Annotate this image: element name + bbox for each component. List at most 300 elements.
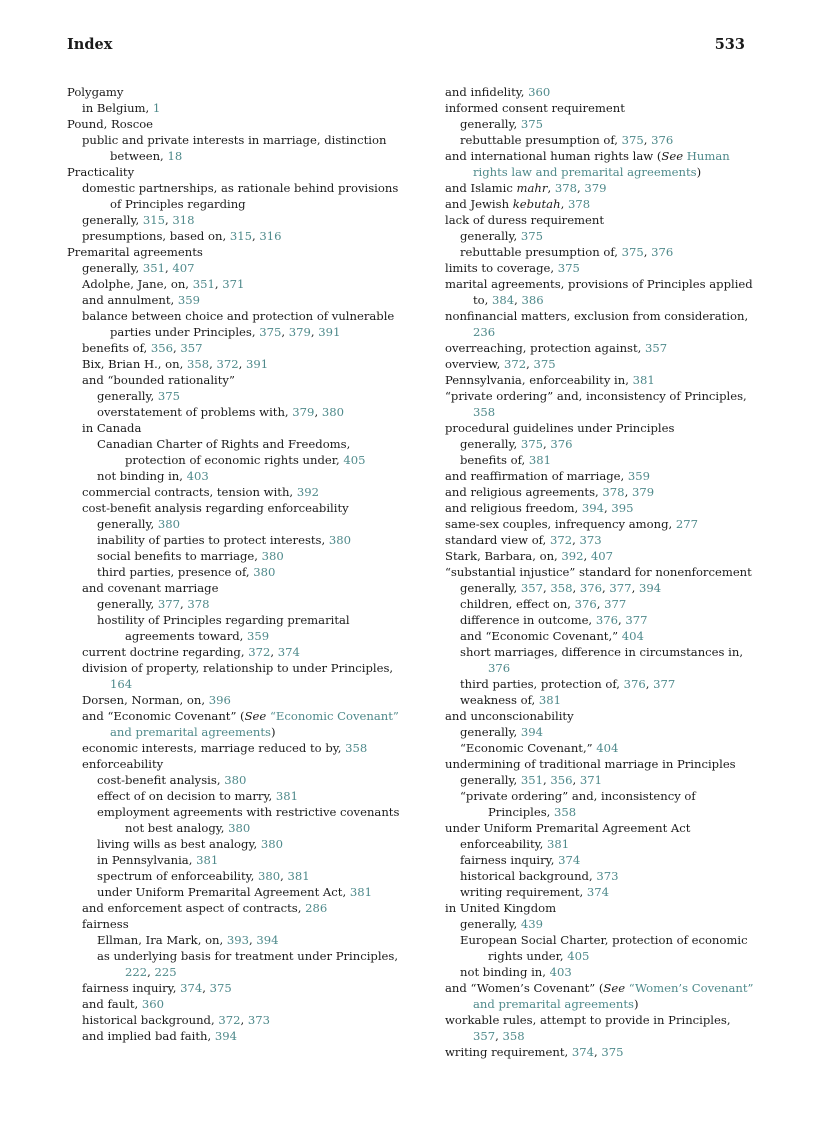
index-column-right xyxy=(430,84,760,1060)
entry-text: , xyxy=(240,1013,248,1027)
entry-text: current doctrine regarding, xyxy=(82,645,249,659)
page-reference-link[interactable]: 381 xyxy=(528,453,552,467)
entry-text: limits to coverage, xyxy=(445,261,558,275)
page-reference-link[interactable]: 375 xyxy=(520,117,544,131)
page-reference-link[interactable]: 380 xyxy=(157,517,181,531)
page-reference-link[interactable]: 315 xyxy=(229,229,253,243)
index-entry xyxy=(430,196,760,212)
page-reference-link[interactable]: 356 xyxy=(550,773,573,787)
page-reference-link[interactable]: 236 xyxy=(473,325,496,339)
entry-text: in Pennsylvania, xyxy=(97,853,197,867)
entry-text: procedural guidelines under Principles xyxy=(445,421,675,435)
index-entry-text xyxy=(67,772,407,788)
page-reference-link[interactable]: 376 xyxy=(623,677,646,691)
index-entry-text xyxy=(430,100,760,116)
page-reference-link[interactable]: 407 xyxy=(172,261,195,275)
entry-text: , xyxy=(209,357,217,371)
entry-text: Practicality xyxy=(67,165,135,179)
index-entry-text xyxy=(67,948,407,980)
index-entry-text xyxy=(67,100,407,116)
index-entry xyxy=(67,420,407,436)
entry-text: hostility of Principles regarding premarital agreements toward, xyxy=(97,613,350,643)
index-entry-text xyxy=(67,644,407,660)
index-entry-text xyxy=(430,788,760,820)
index-entry-text xyxy=(67,660,407,692)
page-reference-link[interactable]: 374 xyxy=(277,645,300,659)
page-reference-link[interactable]: 358 xyxy=(502,1029,525,1043)
page-reference-link[interactable]: 376 xyxy=(488,661,511,675)
entry-text: generally, xyxy=(82,261,143,275)
index-entry xyxy=(430,468,760,484)
page-reference-link[interactable]: 316 xyxy=(259,229,282,243)
entry-text: historical background, xyxy=(460,869,597,883)
page-reference-link[interactable]: 396 xyxy=(208,693,231,707)
entry-text: generally, xyxy=(460,437,521,451)
entry-text: enforceability, xyxy=(460,837,547,851)
index-entry xyxy=(430,724,760,740)
entry-text: “Economic Covenant,” xyxy=(460,741,597,755)
page-number: 533 xyxy=(714,36,745,53)
entry-text: , xyxy=(147,965,155,979)
index-entry xyxy=(430,708,760,724)
entry-text: Adolphe, Jane, on, xyxy=(82,277,193,291)
index-entry-text xyxy=(430,548,760,564)
page-reference-link[interactable]: 381 xyxy=(275,789,298,803)
entry-text: spectrum of enforceability, xyxy=(97,869,259,883)
page-reference-link[interactable]: 357 xyxy=(520,581,544,595)
page-reference-link[interactable]: 375 xyxy=(259,325,282,339)
entry-text: “substantial injustice” standard for nonenforcement xyxy=(445,565,752,579)
index-entry-text xyxy=(430,244,760,260)
index-entry-text xyxy=(430,212,760,228)
page-reference-link[interactable]: 286 xyxy=(305,901,328,915)
page-reference-link[interactable]: 373 xyxy=(247,1013,270,1027)
entry-text: enforceability xyxy=(82,757,164,771)
entry-text: workable rules, attempt to provide in Principles, xyxy=(445,1013,731,1027)
index-entry xyxy=(67,484,407,500)
entry-text: nonfinancial matters, exclusion from consideration, xyxy=(445,309,749,323)
index-entry xyxy=(430,900,760,916)
index-entry-text xyxy=(67,884,407,900)
page-reference-link[interactable]: 380 xyxy=(260,837,283,851)
index-entry-text xyxy=(430,340,760,356)
index-entry-text xyxy=(67,244,407,260)
page-reference-link[interactable]: 380 xyxy=(328,533,352,547)
entry-text: domestic partnerships, as rationale behind provisions of Principles regarding xyxy=(82,181,399,211)
page-reference-link[interactable]: 377 xyxy=(625,613,648,627)
page-reference-link[interactable]: 372 xyxy=(503,357,527,371)
entry-text: , xyxy=(624,485,632,499)
page-reference-link[interactable]: 18 xyxy=(167,149,183,163)
index-entry-text xyxy=(67,532,407,548)
page-reference-link[interactable]: 394 xyxy=(520,725,544,739)
index-entry-text xyxy=(430,644,760,676)
page-reference-link[interactable]: 381 xyxy=(196,853,219,867)
page-reference-link[interactable]: 380 xyxy=(228,821,251,835)
page-reference-link[interactable]: 318 xyxy=(172,213,195,227)
index-entry xyxy=(430,100,760,116)
index-entry xyxy=(67,596,407,612)
index-entry xyxy=(67,372,407,388)
entry-text: under Uniform Premarital Agreement Act, xyxy=(97,885,350,899)
entry-text: rebuttable presumption of, xyxy=(460,133,622,147)
page-reference-link[interactable]: 403 xyxy=(549,965,572,979)
index-entry-text xyxy=(67,180,407,212)
page-reference-link[interactable]: 375 xyxy=(601,1045,624,1059)
page-reference-link[interactable]: Human rights law and premarital agreements xyxy=(473,149,730,179)
index-entry-text xyxy=(67,932,407,948)
page-reference-link[interactable]: 377 xyxy=(609,581,632,595)
page-reference-link[interactable]: 380 xyxy=(321,405,344,419)
page-reference-link[interactable]: 380 xyxy=(224,773,247,787)
entry-text: , xyxy=(643,245,652,259)
index-entry-text xyxy=(430,740,760,756)
page-reference-link[interactable]: 403 xyxy=(186,469,209,483)
page-reference-link[interactable]: 378 xyxy=(554,181,577,195)
page-reference-link[interactable]: 379 xyxy=(631,485,655,499)
index-entry xyxy=(430,276,760,308)
entry-text: , xyxy=(572,773,580,787)
index-entry xyxy=(67,212,407,228)
index-entry xyxy=(430,548,760,564)
page-reference-link[interactable]: 439 xyxy=(520,917,544,931)
entry-text: , xyxy=(631,581,639,595)
entry-text: Polygamy xyxy=(67,85,124,99)
entry-text: , xyxy=(572,581,580,595)
entry-text: , xyxy=(180,597,188,611)
page-reference-link[interactable]: 225 xyxy=(154,965,177,979)
page-reference-link[interactable]: 375 xyxy=(621,133,644,147)
entry-text: not binding in, xyxy=(97,469,187,483)
index-entry-text xyxy=(430,820,760,836)
index-entry xyxy=(67,772,407,788)
index-entry-text xyxy=(67,1028,407,1044)
index-entry xyxy=(430,388,760,420)
index-entry xyxy=(430,1012,760,1044)
index-entry-text xyxy=(67,292,407,308)
page-reference-link[interactable]: 394 xyxy=(214,1029,237,1043)
entry-text: as underlying basis for treatment under Principles, xyxy=(97,949,399,963)
entry-text: generally, xyxy=(460,117,521,131)
index-entry xyxy=(430,308,760,340)
page-reference-link[interactable]: 374 xyxy=(558,853,581,867)
page-reference-link[interactable]: 374 xyxy=(571,1045,595,1059)
index-entry-text xyxy=(430,868,760,884)
page-reference-link[interactable]: 374 xyxy=(586,885,610,899)
page-reference-link[interactable]: 164 xyxy=(110,677,133,691)
page-reference-link[interactable]: 404 xyxy=(596,741,619,755)
entry-text: effect of on decision to marry, xyxy=(97,789,276,803)
entry-text: in Belgium, xyxy=(82,101,153,115)
page-reference-link[interactable]: 405 xyxy=(343,453,366,467)
index-entry-text xyxy=(67,84,407,100)
entry-text: Bix, Brian H., on, xyxy=(82,357,187,371)
entry-text: public and private interests in marriage, distinction between, xyxy=(82,133,387,163)
entry-text: , xyxy=(310,325,319,339)
index-entry xyxy=(430,772,760,788)
page-reference-link[interactable]: 374 xyxy=(180,981,203,995)
entry-text: , xyxy=(238,357,246,371)
page-reference-link[interactable]: 360 xyxy=(141,997,165,1011)
index-entry-text xyxy=(430,116,760,132)
entry-text: , xyxy=(645,677,654,691)
index-entry-text xyxy=(430,468,760,484)
page-reference-link[interactable]: 394 xyxy=(638,581,662,595)
page-reference-link[interactable]: 381 xyxy=(287,869,310,883)
page-reference-link[interactable]: 377 xyxy=(157,597,181,611)
page-reference-link[interactable]: 379 xyxy=(288,325,311,339)
page-reference-link[interactable]: 358 xyxy=(473,405,496,419)
page-reference-link[interactable]: 1 xyxy=(152,101,161,115)
page-reference-link[interactable]: 379 xyxy=(584,181,607,195)
italic-term: See xyxy=(661,149,684,163)
index-entry xyxy=(430,644,760,676)
page-reference-link[interactable]: 378 xyxy=(187,597,210,611)
page-reference-link[interactable]: 359 xyxy=(177,293,200,307)
entry-text: undermining of traditional marriage in Principles xyxy=(445,757,736,771)
index-entry-text xyxy=(67,484,407,500)
italic-term: See xyxy=(603,981,626,995)
index-entry xyxy=(430,692,760,708)
page-reference-link[interactable]: 360 xyxy=(528,85,551,99)
page-reference-link[interactable]: 315 xyxy=(142,213,166,227)
page-reference-link[interactable]: 371 xyxy=(579,773,603,787)
index-entry-text xyxy=(67,404,407,420)
page-reference-link[interactable]: 358 xyxy=(186,357,210,371)
index-entry xyxy=(67,788,407,804)
index-entry xyxy=(430,436,760,452)
index-entry xyxy=(67,228,407,244)
page-reference-link[interactable]: 393 xyxy=(226,933,250,947)
page-reference-link[interactable]: 359 xyxy=(627,469,651,483)
page-reference-link[interactable]: 375 xyxy=(621,245,644,259)
index-entry xyxy=(430,580,760,596)
index-entry-text xyxy=(67,500,407,516)
index-entry-text xyxy=(67,564,407,580)
index-entry xyxy=(67,292,407,308)
page-reference-link[interactable]: 381 xyxy=(349,885,372,899)
index-entry-text xyxy=(430,852,760,868)
index-entry-text xyxy=(430,388,760,420)
entry-text: Premarital agreements xyxy=(67,245,203,259)
page-reference-link[interactable]: 391 xyxy=(246,357,269,371)
page-reference-link[interactable]: 379 xyxy=(292,405,315,419)
index-entry xyxy=(67,644,407,660)
index-entry xyxy=(430,340,760,356)
index-entry xyxy=(430,372,760,388)
page-reference-link[interactable]: 372 xyxy=(549,533,573,547)
index-entry xyxy=(430,740,760,756)
page-reference-link[interactable]: 373 xyxy=(596,869,619,883)
page-reference-link[interactable]: 375 xyxy=(520,229,544,243)
page-reference-link[interactable]: 373 xyxy=(579,533,602,547)
index-entry-text xyxy=(430,916,760,932)
index-entry-text xyxy=(67,420,407,436)
entry-text: , xyxy=(583,549,591,563)
index-column-left xyxy=(67,84,407,1044)
index-entry xyxy=(67,756,407,772)
index-entry-text xyxy=(430,276,760,308)
entry-text: and reaffirmation of marriage, xyxy=(445,469,628,483)
page-reference-link[interactable]: “Women’s Covenant” and premarital agreements xyxy=(473,981,754,1011)
index-entry-text xyxy=(67,228,407,244)
index-entry-text xyxy=(430,772,760,788)
page-reference-link[interactable]: “Economic Covenant” and premarital agreements xyxy=(110,709,399,739)
page-reference-link[interactable]: 394 xyxy=(581,501,604,515)
entry-text: , xyxy=(643,133,652,147)
index-entry xyxy=(430,452,760,468)
page-reference-link[interactable]: 277 xyxy=(675,517,699,531)
page-reference-link[interactable]: 351 xyxy=(520,773,544,787)
page-reference-link[interactable]: 356 xyxy=(150,341,174,355)
page-reference-link[interactable]: 394 xyxy=(256,933,279,947)
page-reference-link[interactable]: 375 xyxy=(209,981,232,995)
page-reference-link[interactable]: 375 xyxy=(157,389,181,403)
entry-text: economic interests, marriage reduced to by, xyxy=(82,741,346,755)
index-entry-text xyxy=(430,676,760,692)
index-entry-text xyxy=(67,116,407,132)
index-entry xyxy=(67,100,407,116)
entry-text: third parties, protection of, xyxy=(460,677,624,691)
entry-text: benefits of, xyxy=(82,341,151,355)
index-entry-text xyxy=(67,516,407,532)
page-reference-link[interactable]: 222 xyxy=(125,965,148,979)
entry-text: social benefits to marriage, xyxy=(97,549,262,563)
page-reference-link[interactable]: 386 xyxy=(521,293,544,307)
index-entry-text xyxy=(67,996,407,1012)
entry-text: and enforcement aspect of contracts, xyxy=(82,901,306,915)
entry-text: , xyxy=(173,341,181,355)
entry-text: standard view of, xyxy=(445,533,550,547)
entry-text: Ellman, Ira Mark, on, xyxy=(97,933,227,947)
entry-text: and religious freedom, xyxy=(445,501,582,515)
page-reference-link[interactable]: 392 xyxy=(296,485,319,499)
entry-text: , xyxy=(202,981,210,995)
page-reference-link[interactable]: 404 xyxy=(621,629,644,643)
index-entry-text xyxy=(430,436,760,452)
entry-text: overview, xyxy=(445,357,504,371)
index-entry xyxy=(430,916,760,932)
page-reference-link[interactable]: 376 xyxy=(651,245,674,259)
page-reference-link[interactable]: 381 xyxy=(538,693,562,707)
entry-text: balance between choice and protection of vulnerable parties under Principles, xyxy=(82,309,395,339)
index-entry-text xyxy=(430,836,760,852)
index-entry-text xyxy=(430,628,760,644)
index-entry xyxy=(67,500,407,516)
index-entry xyxy=(67,996,407,1012)
page-reference-link[interactable]: 372 xyxy=(218,1013,241,1027)
page-reference-link[interactable]: 358 xyxy=(345,741,368,755)
page-reference-link[interactable]: 381 xyxy=(547,837,570,851)
page-reference-link[interactable]: 372 xyxy=(248,645,271,659)
page-reference-link[interactable]: 378 xyxy=(567,197,591,211)
index-entry xyxy=(67,548,407,564)
index-entry-text xyxy=(430,132,760,148)
page-reference-link[interactable]: 372 xyxy=(216,357,239,371)
entry-text: , xyxy=(280,869,288,883)
page-reference-link[interactable]: 381 xyxy=(632,373,655,387)
page-reference-link[interactable]: 376 xyxy=(651,133,674,147)
page-reference-link[interactable]: 375 xyxy=(520,437,544,451)
page-reference-link[interactable]: 375 xyxy=(557,261,580,275)
entry-text: generally, xyxy=(460,773,521,787)
page-reference-link[interactable]: 376 xyxy=(595,613,618,627)
section-title: Index xyxy=(67,36,113,53)
page-reference-link[interactable]: 380 xyxy=(258,869,281,883)
index-entry-text xyxy=(430,692,760,708)
index-entry-text xyxy=(67,356,407,372)
index-entry xyxy=(430,596,760,612)
entry-text: , xyxy=(547,181,555,195)
page-reference-link[interactable]: 358 xyxy=(554,805,577,819)
page-reference-link[interactable]: 357 xyxy=(473,1029,496,1043)
index-entry xyxy=(67,468,407,484)
index-entry xyxy=(430,756,760,772)
page-reference-link[interactable]: 375 xyxy=(533,357,556,371)
page-reference-link[interactable]: 380 xyxy=(253,565,276,579)
index-entry xyxy=(67,740,407,756)
index-entry-text xyxy=(430,84,760,100)
index-entry-text xyxy=(430,756,760,772)
index-entry xyxy=(67,612,407,644)
index-entry-text xyxy=(67,756,407,772)
page-reference-link[interactable]: 359 xyxy=(247,629,270,643)
page-reference-link[interactable]: 405 xyxy=(567,949,590,963)
page-reference-link[interactable]: 376 xyxy=(550,437,573,451)
page-reference-link[interactable]: 391 xyxy=(318,325,341,339)
entry-text: and international human rights law ( xyxy=(445,149,662,163)
page-reference-link[interactable]: 378 xyxy=(602,485,625,499)
entry-text: difference in outcome, xyxy=(460,613,596,627)
entry-text: marital agreements, provisions of Principles applied to, xyxy=(445,277,753,307)
index-entry-text xyxy=(430,356,760,372)
entry-text: and infidelity, xyxy=(445,85,529,99)
page-reference-link[interactable]: 357 xyxy=(180,341,203,355)
index-entry-text xyxy=(430,532,760,548)
page-reference-link[interactable]: 377 xyxy=(653,677,676,691)
entry-text: and implied bad faith, xyxy=(82,1029,215,1043)
entry-text: , xyxy=(594,1045,602,1059)
index-entry xyxy=(430,116,760,132)
index-entry-text xyxy=(67,388,407,404)
index-entry xyxy=(67,132,407,164)
index-entry xyxy=(430,212,760,228)
index-entry xyxy=(67,1012,407,1028)
index-entry xyxy=(67,852,407,868)
index-entry xyxy=(430,932,760,964)
page-reference-link[interactable]: 371 xyxy=(222,277,245,291)
page-reference-link[interactable]: 376 xyxy=(574,597,597,611)
index-entry-text xyxy=(430,516,760,532)
index-entry-text xyxy=(430,420,760,436)
page-reference-link[interactable]: 384 xyxy=(492,293,515,307)
index-entry-text xyxy=(67,436,407,468)
page-reference-link[interactable]: 351 xyxy=(142,261,166,275)
page-reference-link[interactable]: 358 xyxy=(550,581,573,595)
index-entry xyxy=(430,244,760,260)
page-reference-link[interactable]: 392 xyxy=(561,549,584,563)
page-reference-link[interactable]: 407 xyxy=(590,549,614,563)
page-reference-link[interactable]: 377 xyxy=(604,597,627,611)
page-reference-link[interactable]: 357 xyxy=(645,341,668,355)
index-entry-text xyxy=(67,804,407,836)
page-reference-link[interactable]: 395 xyxy=(611,501,634,515)
index-entry xyxy=(67,516,407,532)
page-reference-link[interactable]: 376 xyxy=(579,581,603,595)
index-entry xyxy=(430,420,760,436)
page-reference-link[interactable]: 351 xyxy=(192,277,215,291)
page-reference-link[interactable]: 380 xyxy=(261,549,284,563)
